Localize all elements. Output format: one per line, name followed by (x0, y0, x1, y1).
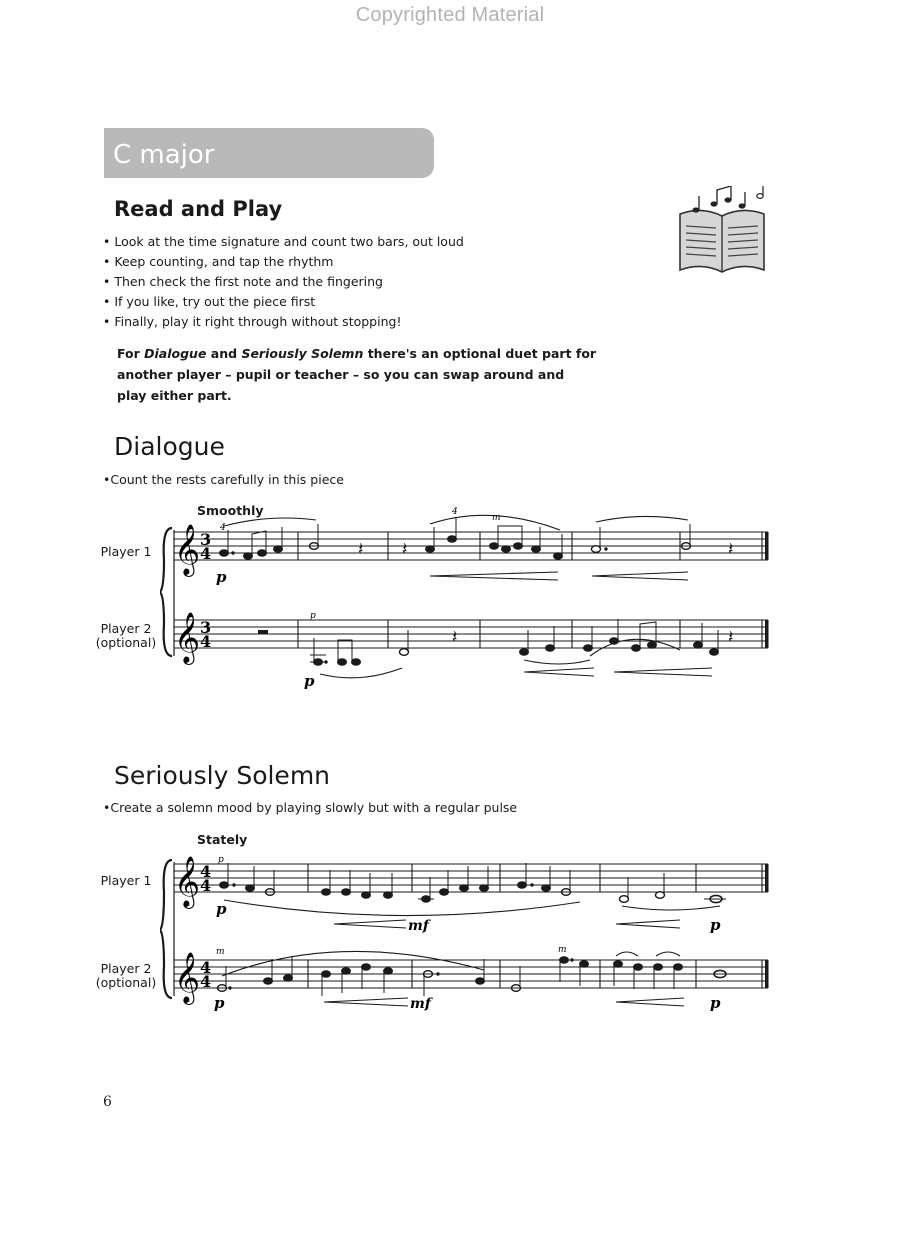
player-2-label (90, 622, 162, 650)
fingering: 4 (452, 507, 458, 517)
piece-tip: • Create a solemn mood by playing slowly but with a regular pulse (103, 800, 517, 815)
player-1-label: Player 1 (100, 873, 152, 888)
dynamic-p: p (214, 994, 225, 1012)
music-book-icon (676, 186, 772, 274)
svg-text:𝄽: 𝄽 (402, 539, 408, 560)
duet-note-text: and (206, 346, 242, 361)
piece-tip: • Count the rests carefully in this piece (103, 472, 344, 487)
list-item: • Finally, play it right through without stopping! (103, 312, 464, 332)
player-2-optional: (optional) (95, 635, 157, 650)
dynamic-p: p (304, 672, 315, 690)
system-brace (160, 860, 172, 998)
time-signature-bottom: 4 (200, 972, 212, 991)
dynamic-p: p (710, 994, 721, 1012)
svg-text:𝄽: 𝄽 (728, 539, 734, 560)
player-2-name: Player 2 (100, 621, 152, 636)
player-1-label: Player 1 (100, 544, 152, 559)
piece-title: Dialogue (114, 432, 225, 461)
list-item: • If you like, try out the piece first (103, 292, 464, 312)
treble-clef-icon: 𝄞 (174, 612, 201, 663)
list-item: • Look at the time signature and count two bars, out loud (103, 232, 464, 252)
treble-clef-icon: 𝄞 (174, 856, 201, 907)
fingering: p (218, 855, 224, 865)
dynamic-p: p (216, 568, 227, 586)
fingering: p (310, 611, 316, 621)
read-and-play-heading: Read and Play (114, 197, 283, 221)
list-item: • Then check the first note and the fingering (103, 272, 464, 292)
time-signature-bottom: 4 (200, 632, 212, 651)
treble-clef-icon: 𝄞 (174, 952, 201, 1003)
dynamic-mf: mf (410, 996, 431, 1012)
svg-text:𝄽: 𝄽 (728, 627, 734, 648)
section-title: C major (113, 140, 215, 170)
dynamic-mf: mf (408, 918, 429, 934)
dialogue-score (160, 500, 780, 700)
treble-clef-icon: 𝄞 (174, 524, 201, 575)
staff-player-1 (174, 864, 768, 892)
duet-note (117, 343, 597, 406)
fingering: m (492, 513, 501, 523)
system-brace (160, 528, 172, 656)
player-1-notes (220, 863, 727, 903)
copyright-watermark: Copyrighted Material (355, 4, 545, 26)
player-2-label (90, 962, 162, 990)
piece-title: Seriously Solemn (114, 761, 331, 790)
page-number: 6 (103, 1094, 112, 1110)
dynamic-p: p (710, 916, 721, 934)
instruction-list (103, 232, 464, 332)
time-signature-top: 3 (200, 618, 212, 637)
svg-text:𝄽: 𝄽 (452, 627, 458, 648)
player-2-optional: (optional) (95, 975, 157, 990)
time-signature-top: 3 (200, 530, 212, 549)
player-2-name: Player 2 (100, 961, 152, 976)
duet-note-text: there's an optional duet part for another player – pupil or teacher – so you can swap around and play either part. (117, 346, 597, 403)
tempo-marking: Stately (197, 832, 248, 847)
tempo-marking: Smoothly (197, 503, 264, 518)
time-signature-bottom: 4 (200, 544, 212, 563)
fingering: 4 (220, 523, 226, 533)
time-signature-top: 4 (200, 862, 212, 881)
player-2-notes (218, 956, 727, 996)
fingering: m (216, 947, 225, 957)
piece-reference: Dialogue (144, 346, 207, 361)
list-item: • Keep counting, and tap the rhythm (103, 252, 464, 272)
seriously-solemn-score (160, 830, 780, 1020)
dynamic-p: p (216, 900, 227, 918)
fingering: m (558, 945, 567, 955)
svg-text:𝄽: 𝄽 (358, 539, 364, 560)
piece-reference: Seriously Solemn (241, 346, 364, 361)
time-signature-top: 4 (200, 958, 212, 977)
duet-note-text: For (117, 346, 145, 361)
time-signature-bottom: 4 (200, 876, 212, 895)
